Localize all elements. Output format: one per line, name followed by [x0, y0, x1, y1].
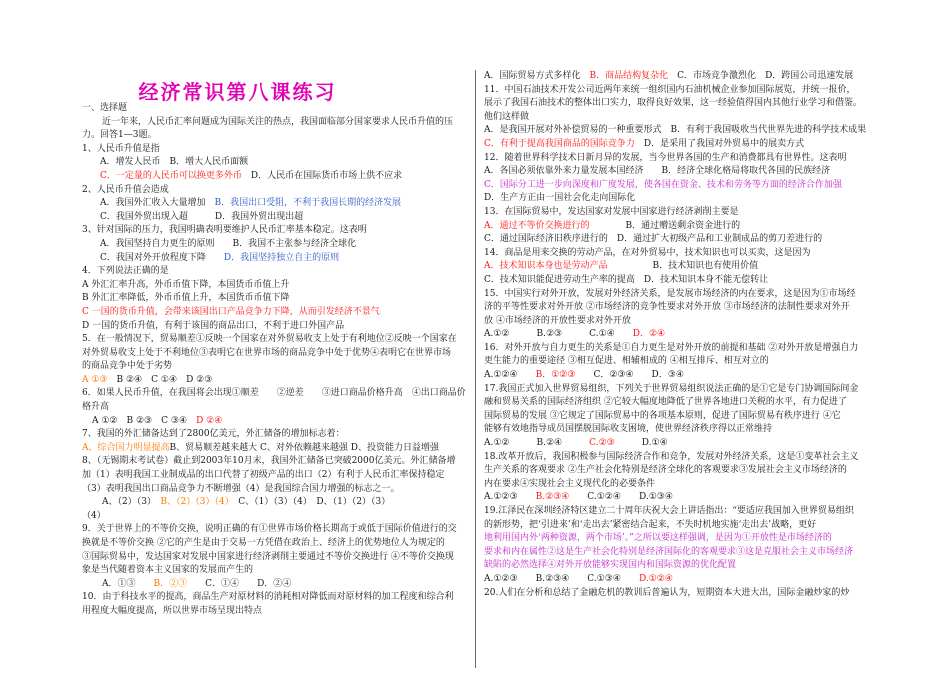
- question-stem: 20.人们在分析和总结了金融危机的教训后普遍认为，短期资本大进大出，国际金融炒家的炒: [484, 587, 850, 598]
- option-a: A．①③: [102, 578, 136, 589]
- option-tail: （4）: [82, 510, 106, 521]
- option-b: B．经济全球化格局将取代各国的民族经济: [661, 166, 831, 177]
- question-stem: 16．对外开放与自力更生的关系是①自力更生是对外开放的前提和基础 ②对外开放是增强自力: [484, 342, 859, 353]
- question-stem: 17.我国正式加入世界贸易组织，下列关于世界贸易组织说法正确的是①它是专门协调国际间金: [484, 383, 859, 394]
- question-stem: 2、人民币升值会造成: [82, 184, 169, 195]
- option-row: [82, 170, 468, 184]
- option-b: B.②③④: [535, 573, 570, 584]
- option-a: A．我国坚持自力更生的原则: [100, 238, 215, 249]
- question-stem: 用程度大幅度提高，所以世界市场呈现出特点: [82, 605, 263, 616]
- option-row: [484, 124, 880, 138]
- option-a: A ①③: [82, 374, 108, 385]
- question-stem: 8、（无锡期末考试卷）截止到2003年10月末，我国外汇储备已突破2000亿美元。外汇储备增: [82, 456, 456, 467]
- option-b: B．通过赠送剩余资金进行的: [625, 220, 741, 231]
- option-b: B．②③: [153, 578, 188, 589]
- option-d: D ②④: [196, 415, 223, 426]
- option-row: [82, 374, 468, 388]
- option-rest: B、贸易顺差越来越大 C、对外依赖越来越强 D、投资能力日益增强: [169, 442, 439, 453]
- option-row: [82, 415, 468, 429]
- option-d: D．生产方正由一国社会化走向国际化: [484, 193, 636, 204]
- option-d: D．通过扩大初级产品和工业制成品的剪刀差进行的: [616, 234, 823, 245]
- option-row: [484, 260, 880, 274]
- option-c: C．②③④: [593, 370, 634, 381]
- option-row: [82, 252, 468, 266]
- question-stem: 放 ④市场经济的开放性要求对外开放: [484, 315, 631, 326]
- question-stem: ③国际贸易中，发达国家对发展中国家进行经济剥削主要通过不等价交换进行 ④不等价交换现: [82, 551, 454, 562]
- question-stem: 4．下列说法正确的是: [82, 266, 169, 277]
- option-d: D.①②④: [638, 573, 673, 584]
- question-stem: 融和贸易关系的国际经济组织 ②它较大幅度地降低了世界各地进口关税的水平，有力促进了: [484, 397, 847, 408]
- option-d: D.①③④: [638, 492, 673, 503]
- title-spacer: [82, 70, 468, 102]
- option-c: C ③④: [161, 415, 188, 426]
- column-divider: [475, 70, 476, 668]
- option-a: A 外汇汇率升高，外币币值下降，本国货币币值上升: [82, 279, 290, 290]
- option-c: C．通过国际经济旧秩序进行的: [484, 234, 608, 245]
- question-stem: 展示了我国石油技术的整体出口实力，取得良好效果，这一经验值得国内其他行业学习和借鉴。: [484, 98, 863, 109]
- question-stem: 要求和内在属性②这是生产社会化特别是经济国际化的客观要求③这是克服社会主义市场经济: [484, 546, 854, 557]
- option-row: [484, 437, 880, 451]
- option-c: C.①③④: [587, 573, 621, 584]
- option-d: D．我国外贸出现出超: [214, 211, 304, 222]
- option-a: A．我国外汇收入大量增加: [100, 198, 206, 209]
- option-row: [484, 165, 880, 179]
- question-stem: 换就是不等价交换 ②它的产生是由于交易一方凭借在政治上、经济上的优势地位人为规定的: [82, 538, 445, 548]
- question-stem: 的商品竞争中处于劣势: [82, 361, 173, 372]
- option-row: [484, 70, 880, 84]
- option-row: [82, 197, 468, 211]
- question-stem: 加（1）表明我国工业制成品的出口代替了初级产品的出口（2）有利于人民币汇率保持稳定: [82, 470, 445, 481]
- question-stem: 地利用国内外‘两种资源，两个市场’。”之所以要这样强调，是因为①开放性是市场经济的: [484, 533, 832, 544]
- question-stem: 13．在国际贸易中，发达国家对发展中国家进行经济剥削主要是: [484, 206, 739, 217]
- option-b: B.②④: [536, 438, 563, 449]
- option-row: [484, 138, 880, 152]
- option-b: B ②④: [116, 374, 143, 385]
- option-c: C.①④: [589, 329, 615, 340]
- question-stem: 11．中国石油技术开发公司近两年来统一组织国内石油机械企业参加国际展览，并统一报价，: [484, 84, 856, 95]
- option-b: B．技术知识也有使用价值: [652, 261, 759, 272]
- option-row: [484, 573, 880, 587]
- option-b: B．我国不主张参与经济全球化: [232, 238, 357, 249]
- option-row: [484, 369, 880, 383]
- option-a: A.①②③: [484, 492, 518, 503]
- option-row: [484, 491, 880, 505]
- question-stem: 7、我国的外汇储备达到了2800亿美元，外汇储备的增加标志着：: [82, 429, 345, 440]
- option-c: C．技术知识能促进劳动生产率的提高: [484, 274, 635, 285]
- option-row: [82, 156, 468, 170]
- option-d: D.①④: [641, 438, 668, 449]
- question-stem: 象是当代随着资本主义国家的发展而产生的: [82, 565, 254, 576]
- question-stem: 12．随着世界科学技术日新月异的发展，当今世界各国的生产和消费都具有世界性。这表明: [484, 152, 847, 163]
- option-c: C．我国外贸出现入超: [100, 211, 188, 222]
- question-stem: 生产关系的客观要求 ②生产社会化特别是经济全球化的客观要求③发展社会主义市场经济的: [484, 465, 847, 476]
- question-stem: 15．中国实行对外开放，发展对外经济关系，是发展市场经济的内在要求，这是因为①市场经: [484, 288, 856, 299]
- option-a: A．增发人民币: [100, 157, 161, 168]
- option-a: A、（2）（3）: [102, 497, 152, 508]
- question-stem: 缺陷的必然选择④对外开放能够实现国内和国际资源的优化配置: [484, 560, 737, 571]
- right-column: [484, 70, 880, 668]
- intro-line: 力。回答1—3题。: [82, 130, 157, 141]
- intro-line: 近一年来，人民币汇率问题成为国际关注的热点，我国面临部分国家要求人民币升值的压: [102, 116, 454, 127]
- option-a: A、综合国力明显提高: [82, 442, 170, 453]
- option-c: C.①②④: [587, 492, 621, 503]
- left-column: [82, 70, 468, 668]
- option-c: C．市场竞争激烈化: [677, 71, 757, 81]
- option-row: [82, 238, 468, 252]
- option-b: B.②③: [536, 329, 563, 340]
- option-b: B、（2）（3）（4）: [160, 497, 230, 508]
- question-stem: 5．在一般情况下，贸易顺差①反映一个国家在对外贸易收支上处于有利地位②反映一个国家在: [82, 334, 457, 345]
- option-c: C．一定量的人民币可以换更多外币: [100, 170, 242, 181]
- option-b: B．我国出口受阻，不利于我国长期的经济发展: [214, 198, 402, 209]
- option-row: [484, 274, 880, 288]
- option-d: D．人民币在国际货币市场上供不应求: [250, 170, 403, 181]
- question-stem: 19.江泽民在深圳经济特区建立二十周年庆祝大会上讲话指出：“要适应我国加入世界贸易组织: [484, 506, 854, 516]
- question-stem: （3）表明我国出口商品竞争力不断增强（4）是我国综合国力增强的标志之一。: [82, 483, 400, 494]
- question-stem: 格升高: [82, 402, 110, 413]
- option-b: B．①②③: [535, 370, 576, 381]
- option-a: A．国际贸易方式多样化: [484, 71, 581, 81]
- question-stem: 内在要求④实现社会主义现代化的必要条件: [484, 478, 656, 489]
- option-b: B 外汇汇率降低，外币币值上升，本国货币币值下降: [82, 293, 290, 304]
- option-b: B ②③: [126, 415, 153, 426]
- option-c: C ①④: [151, 374, 178, 385]
- question-stem: 6．如果人民币升值，在我国将会出现①顺差 ②逆差 ③进口商品价格升高 ④出口商品价: [82, 388, 466, 399]
- option-a: A.①②③: [484, 573, 518, 584]
- option-a: A．通过不等价交换进行的: [484, 220, 590, 231]
- question-stem: 10．由于科技水平的提高，商品生产对原材料的消耗相对降低而对原材料的加工程度和综合利: [82, 592, 454, 603]
- option-c: C．有利于提高我国商品的国际竞争力: [484, 138, 635, 149]
- option-a: A．各国必须依靠外来力量发展本国经济: [484, 166, 644, 177]
- option-c: C．国际分工进一步向深度和广度发展，使各国在资金、技术和劳务等方面的经济合作加强: [484, 179, 842, 190]
- option-c: C．①④: [205, 578, 240, 589]
- question-stem: 济的平等性要求对外开放 ②市场经济的竞争性要求对外开放 ③市场经济的法制性要求对外开: [484, 302, 850, 313]
- option-a: A.①②: [484, 438, 510, 449]
- option-b: B．商品结构复杂化: [589, 71, 669, 81]
- question-stem: 他们这样做: [484, 111, 530, 122]
- option-row: [484, 233, 880, 247]
- option-c: C、（1）（3）（4）: [238, 497, 308, 508]
- option-c: C.②③: [589, 438, 615, 449]
- option-d: D．②④: [257, 578, 292, 589]
- option-b: B.②③④: [535, 492, 570, 503]
- option-d: D．跨国公司迅速发展: [765, 71, 854, 81]
- option-a: A.①②: [484, 329, 510, 340]
- question-stem: 14．商品是用来交换的劳动产品，在对外贸易中，技术知识也可以买卖，这是因为: [484, 247, 811, 258]
- option-c: C．我国对外开放程度下降: [100, 252, 206, 263]
- question-stem: 18.改革开放后，我国积极参与国际经济合作和竞争，发展对外经济关系，这是①变革社会主义: [484, 451, 859, 462]
- option-a: A.①②④: [484, 370, 518, 381]
- option-b: B．有利于我国吸收当代世界先进的科学技术成果: [670, 125, 867, 136]
- option-row: [484, 220, 880, 234]
- option-row: [82, 442, 468, 456]
- option-a: A ①②: [92, 415, 118, 426]
- question-stem: 能够有效地指导成员国摆脱国际收支困境，使世界经济秩序得以正常维持: [484, 424, 773, 435]
- option-d: D ②③: [186, 374, 213, 385]
- option-row: [484, 328, 880, 342]
- page-title: 经济常识第八课练习: [138, 80, 337, 104]
- option-d: D．技术知识本身不能无偿转让: [643, 274, 769, 285]
- option-a: A．是我国开展对外补偿贸易的一种重要形式: [484, 125, 662, 136]
- option-d: D 一国的货币升值，有利于该国的商品出口，不利于进口外国产品: [82, 320, 345, 331]
- question-stem: 3、针对国际的压力，我国明确表明要维护人民币汇率基本稳定。这表明: [82, 225, 367, 236]
- option-d: D．我国坚持独立自主的原则: [223, 252, 340, 263]
- option-d: D．②④: [632, 329, 666, 340]
- option-d: D．是采用了我国对外贸易中的展卖方式: [643, 138, 805, 149]
- option-d: D．③④: [651, 370, 684, 381]
- question-stem: 对外贸易收支上处于不利地位③表明它在世界市场的商品竞争中处于优势④表明它在世界市场: [82, 347, 452, 358]
- option-c: C 一国的货币升值，会带来该国出口产品竞争力下降，从而引发经济不景气: [82, 306, 380, 317]
- option-b: B．增大人民币面额: [169, 157, 249, 168]
- question-stem: 1、人民币升值是指: [82, 143, 160, 154]
- option-a: A．技术知识本身也是劳动产品: [484, 261, 608, 272]
- question-stem: 的新形势，把‘引进来’和‘走出去’紧密结合起来，不失时机地实施‘走出去’战略，更好: [484, 519, 817, 530]
- question-stem: 更生能力的重要途径 ③相互促进、相辅相成的 ④相互排斥、相互对立的: [484, 356, 769, 367]
- option-row: [82, 496, 468, 510]
- question-stem: 国际贸易的发展 ③它规定了国际贸易中的各项基本原则，促进了国际贸易有秩序进行 ④它: [484, 410, 841, 421]
- option-row: [82, 578, 468, 592]
- option-d: D、（1）（2）（3）: [316, 497, 391, 508]
- question-stem: 9．关于世界上的不等价交换，说明正确的有①世界市场价格长期高于或低于国际价值进行的交: [82, 524, 457, 535]
- section-heading: 一、选择题: [82, 103, 128, 113]
- option-row: [82, 211, 468, 225]
